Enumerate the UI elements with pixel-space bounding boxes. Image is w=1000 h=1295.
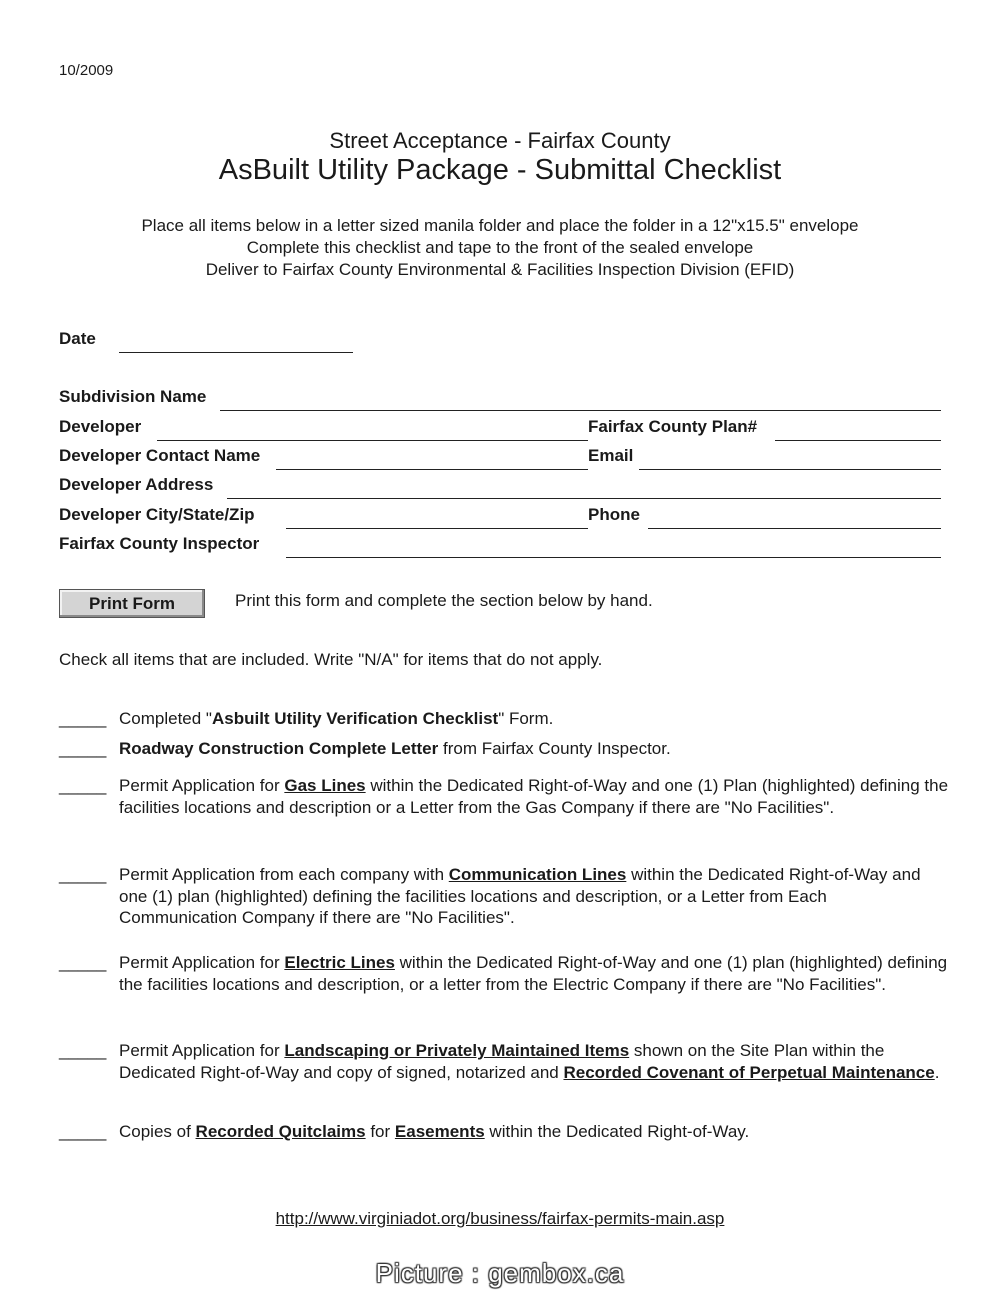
instruction-line: Complete this checklist and tape to the front of the sealed envelope [246, 238, 754, 257]
check-blank[interactable]: _____ [59, 1041, 107, 1060]
email-field[interactable] [639, 469, 941, 470]
check-blank[interactable]: _____ [59, 953, 107, 972]
check-blank[interactable]: _____ [59, 1122, 107, 1141]
instruction-line: Deliver to Fairfax County Environmental & Facilities Inspection Division (EFID) [205, 260, 795, 279]
phone-label: Phone [588, 505, 640, 524]
phone-field[interactable] [648, 528, 941, 529]
instruction-line: Place all items below in a letter sized manila folder and place the folder in a 12"x15.5" envelope [141, 216, 859, 235]
plan-number-label: Fairfax County Plan# [588, 417, 758, 436]
address-field[interactable] [227, 498, 941, 499]
print-form-button[interactable]: Print Form [59, 589, 205, 618]
city-state-zip-label: Developer City/State/Zip [59, 505, 255, 524]
check-blank[interactable]: _____ [59, 739, 107, 758]
plan-number-field[interactable] [775, 440, 941, 441]
footer-link[interactable]: http://www.virginiadot.org/business/fairfax-permits-main.asp [275, 1209, 725, 1228]
email-label: Email [588, 446, 634, 465]
address-label: Developer Address [59, 475, 214, 494]
print-note: Print this form and complete the section below by hand. [235, 591, 653, 610]
check-blank[interactable]: _____ [59, 865, 107, 884]
contact-name-label: Developer Contact Name [59, 446, 261, 465]
inspector-label: Fairfax County Inspector [59, 534, 260, 553]
revision-date: 10/2009 [59, 62, 114, 79]
page-subtitle: Street Acceptance - Fairfax County [329, 128, 671, 153]
check-blank[interactable]: _____ [59, 776, 107, 795]
watermark: Picture : gembox.ca [375, 1258, 625, 1288]
developer-label: Developer [59, 417, 142, 436]
inspector-field[interactable] [286, 557, 941, 558]
check-blank[interactable]: _____ [59, 709, 107, 728]
check-instruction: Check all items that are included. Write "N/A" for items that do not apply. [59, 650, 603, 669]
city-state-zip-field[interactable] [286, 528, 588, 529]
subdivision-field[interactable] [220, 410, 941, 411]
date-label: Date [59, 329, 96, 348]
date-field[interactable] [119, 352, 353, 353]
subdivision-label: Subdivision Name [59, 387, 207, 406]
page-title: AsBuilt Utility Package - Submittal Checklist [218, 154, 782, 186]
contact-name-field[interactable] [276, 469, 588, 470]
developer-field[interactable] [157, 440, 588, 441]
